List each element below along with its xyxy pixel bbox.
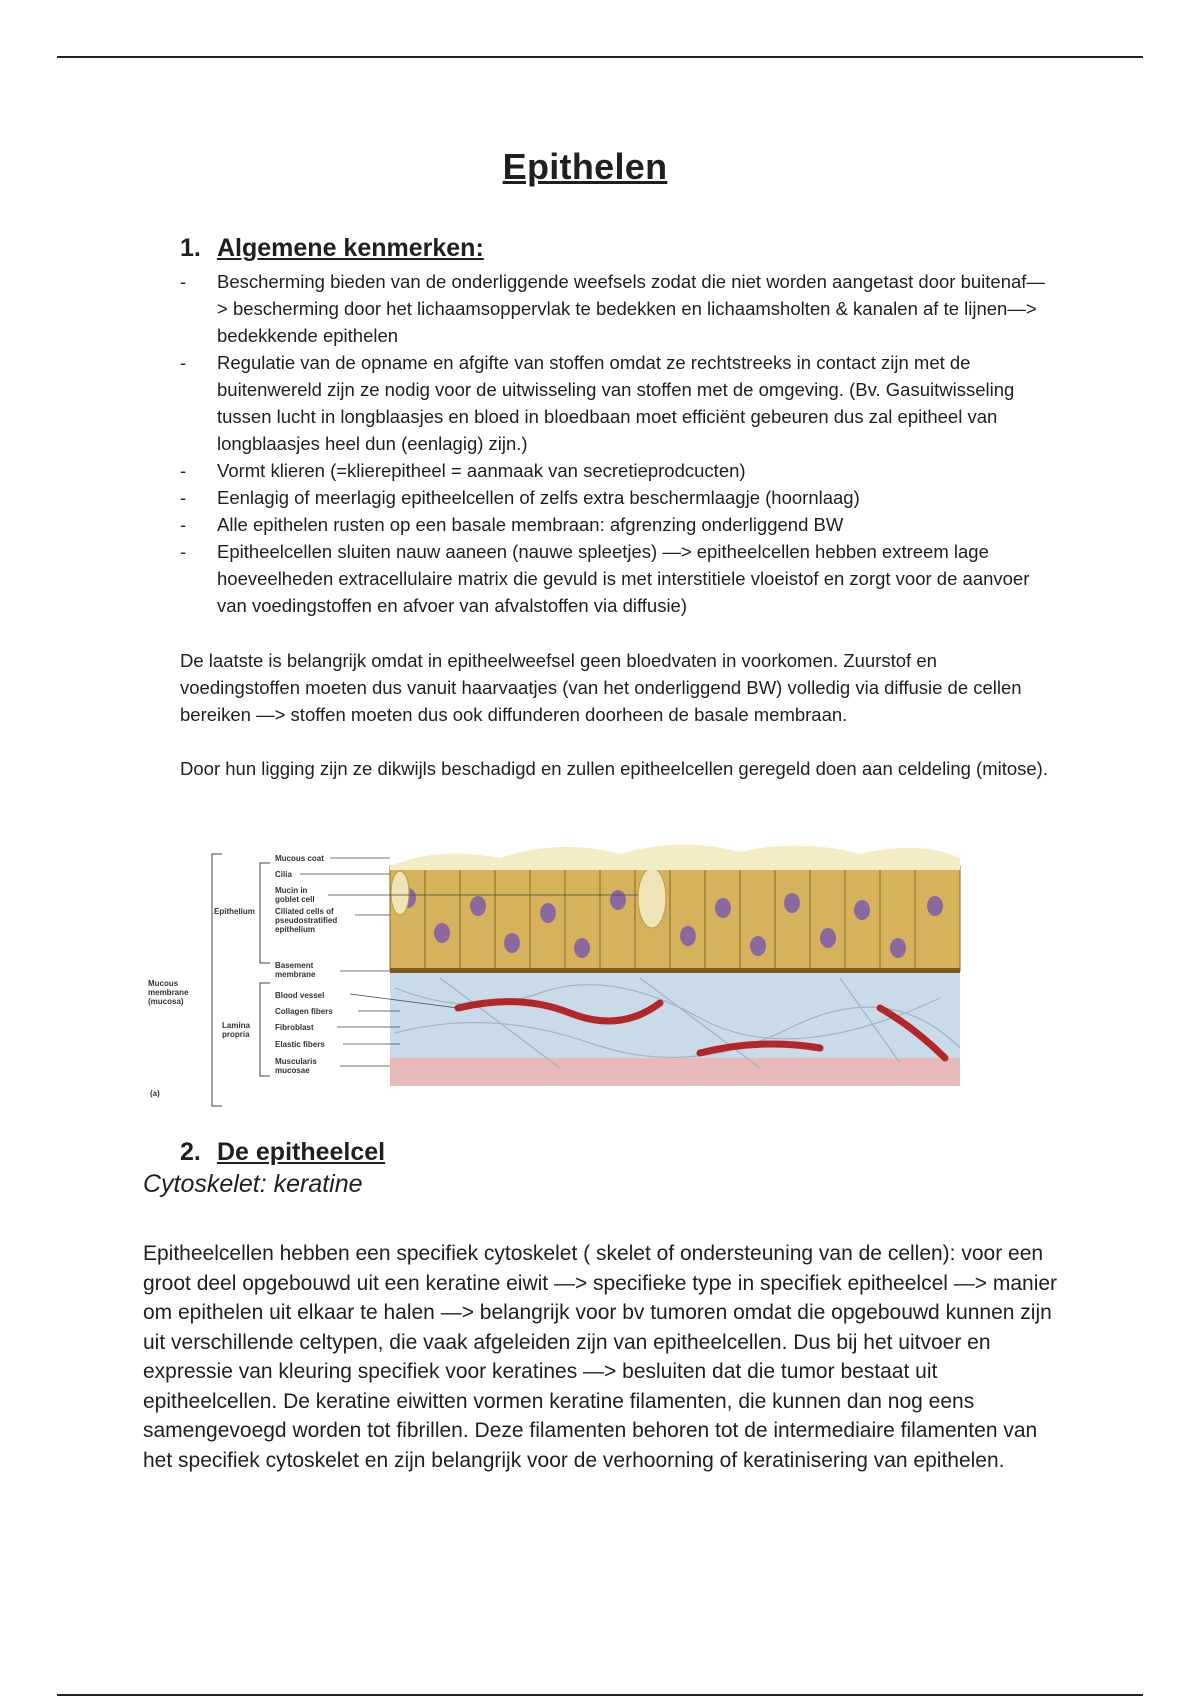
paragraph-keratin: Epitheelcellen hebben een specifiek cytoskelet ( skelet of ondersteuning van de cellen): voor een groot deel opgebouwd uit een keratine eiwit —> specifieke type in specifiek epitheelcel —> manier om epithelen uit elkaar te halen —> belangrijk voor bv tumoren omdat die opgebouwd kunnen zijn uit verschillende celtypen, die vaak afgeleiden zijn van epitheelcellen. Dus bij het uitvoer en expressie van kleuring specifiek voor keratines —> besluiten dat die tumor bestaat uit epitheelcellen. De keratine eiwitten vormen keratine filamenten, die kunnen dan nog eens samengevoegd worden tot fibrillen. Deze filamenten behoren tot de intermediaire filamenten van het specifiek cytoskelet en zijn belangrijk voor de verhoorning of keratinisering van epithelen. <box>143 1242 1058 1472</box>
section-title: Algemene kenmerken: <box>217 234 484 262</box>
label-mucous-membrane: Mucous <box>148 979 179 988</box>
label-epithelium: Epithelium <box>214 907 255 916</box>
label-mucous-membrane-2: membrane <box>148 988 189 997</box>
mucosa-bracket <box>212 854 222 1106</box>
top-rule <box>57 56 1143 58</box>
epithelium-illustration <box>140 818 975 1108</box>
list-item: - Vormt klieren (=klierepitheel = aanmaak van secretieprodcucten) <box>180 457 1050 484</box>
label-mucous-membrane-3: (mucosa) <box>148 997 184 1006</box>
list-item: - Alle epithelen rusten op een basale membraan: afgrenzing onderliggend BW <box>180 511 1050 538</box>
section-2-heading <box>180 1138 385 1167</box>
label-mucin: Mucin in <box>275 886 308 895</box>
characteristics-list <box>180 268 1050 619</box>
label-muscularis-2: mucosae <box>275 1066 310 1075</box>
label-blood-vessel: Blood vessel <box>275 991 325 1000</box>
list-item: - Bescherming bieden van de onderliggende weefsels zodat die niet worden aangetast door buitenaf—> bescherming door het lichaamsoppervlak te bedekken en lichaamsholten & kanalen af te lijnen—> bedekkende epithelen <box>180 268 1050 349</box>
epithelial-layer <box>390 866 960 971</box>
subsection-title: Cytoskelet: keratine <box>143 1170 363 1198</box>
section-number: 1. <box>180 234 201 262</box>
basement-membrane <box>390 968 960 973</box>
section-title: De epitheelcel <box>217 1138 386 1166</box>
label-basement-2: membrane <box>275 970 316 979</box>
epithelium-bracket <box>260 863 270 963</box>
label-mucin-2: goblet cell <box>275 895 315 904</box>
paragraph-mitosis: Door hun ligging zijn ze dikwijls beschadigd en zullen epitheelcellen geregeld doen aan celdeling (mitose). <box>180 758 1048 779</box>
lamina-bracket <box>260 983 270 1076</box>
list-item: - Regulatie van de opname en afgifte van stoffen omdat ze rechtstreeks in contact zijn met de buitenwereld zijn ze nodig voor de uitwisseling van stoffen met de omgeving. (Bv. Gasuitwisseling tussen lucht in longblaasjes en bloed in bloedbaan moet efficiënt gebeuren dus zal epitheel van longblaasjes heel dun (eenlagig) zijn.) <box>180 349 1050 457</box>
paragraph-diffusion: De laatste is belangrijk omdat in epitheelweefsel geen bloedvaten in voorkomen. Zuurstof en voedingstoffen moeten dus vanuit haarvaatjes (van het onderliggend BW) volledig via diffusie de cellen bereiken —> stoffen moeten dus ook diffunderen doorheen de basale membraan. <box>180 650 1022 725</box>
label-lamina-2: propria <box>222 1030 250 1039</box>
section-1-heading <box>180 234 484 263</box>
mucous-coat <box>390 844 960 870</box>
section-number: 2. <box>180 1138 201 1166</box>
label-panel: (a) <box>150 1089 160 1098</box>
list-item: - Eenlagig of meerlagig epitheelcellen of zelfs extra beschermlaagje (hoornlaag) <box>180 484 1050 511</box>
page-title: Epithelen <box>502 146 668 187</box>
label-ciliated-3: epithelium <box>275 925 316 934</box>
label-collagen: Collagen fibers <box>275 1007 333 1016</box>
label-ciliated: Ciliated cells of <box>275 907 334 916</box>
label-lamina: Lamina <box>222 1021 251 1030</box>
label-elastic: Elastic fibers <box>275 1040 325 1049</box>
label-cilia: Cilia <box>275 870 292 879</box>
bottom-rule <box>57 1694 1143 1696</box>
label-fibroblast: Fibroblast <box>275 1023 314 1032</box>
muscularis-layer <box>390 1058 960 1086</box>
label-basement: Basement <box>275 961 314 970</box>
label-ciliated-2: pseudostratified <box>275 916 338 925</box>
label-muscularis: Muscularis <box>275 1057 317 1066</box>
list-item: - Epitheelcellen sluiten nauw aaneen (nauwe spleetjes) —> epitheelcellen hebben extreem lage hoeveelheden extracellulaire matrix die gevuld is met interstitiele vloeistof en zorgt voor de aanvoer van voedingstoffen en afvoer van afvalstoffen via diffusie) <box>180 538 1050 619</box>
label-mucous-coat: Mucous coat <box>275 854 324 863</box>
